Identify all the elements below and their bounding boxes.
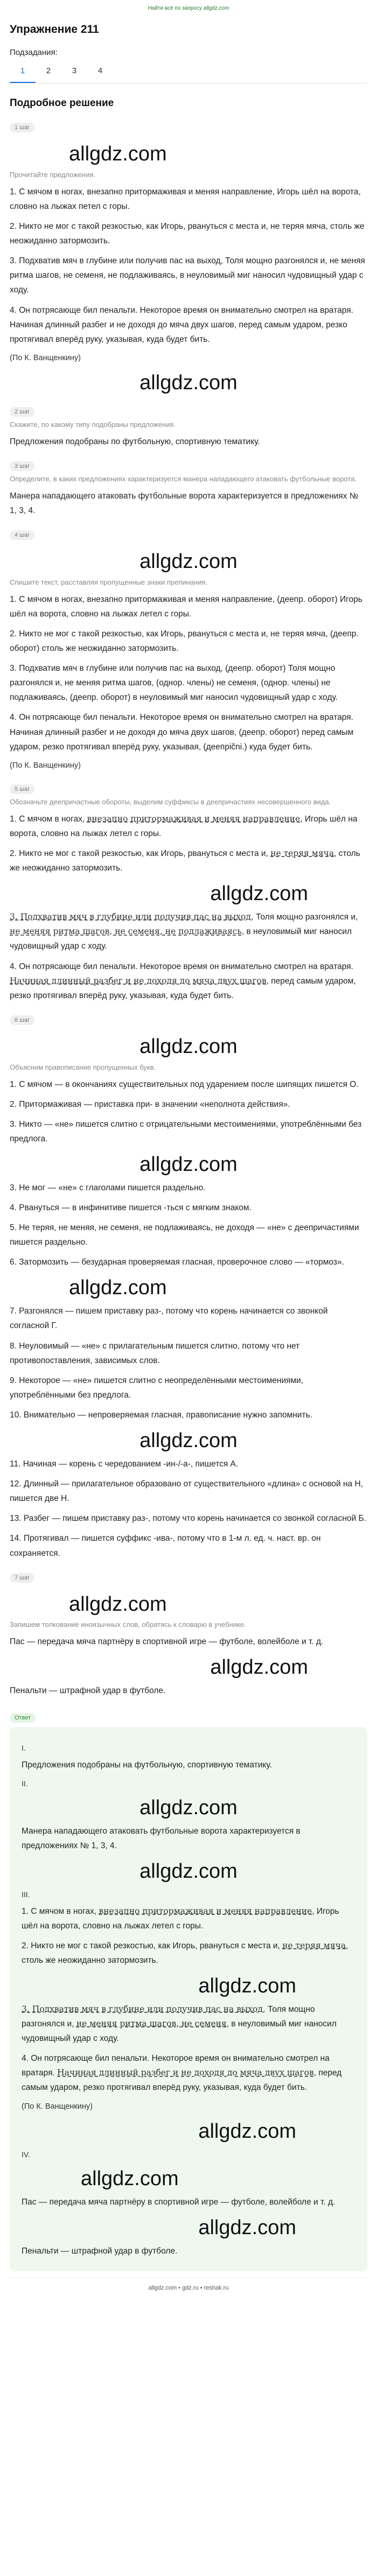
sentence xyxy=(10,959,367,1003)
exercise-title: Упражнение 211 xyxy=(10,23,99,36)
participle-phrase: не теряя мяча xyxy=(270,848,334,859)
participle-phrase: не меняя ритма шагов, не семеня xyxy=(76,2018,227,2028)
watermark-logo: allgdz.com xyxy=(210,1656,308,1679)
sentence xyxy=(22,2051,355,2095)
step-1 xyxy=(10,120,367,395)
text-fragment: , Игорь шёл на ворота, словно на лыжах летел с горы. xyxy=(10,814,358,838)
answer-text: Предложения подобраны по футбольную, спортивную тематику. xyxy=(10,437,260,446)
text-fragment: , столь же неожиданно затормозить. xyxy=(22,1941,348,1965)
step-badge: 6 шаг xyxy=(10,1015,34,1025)
participle-phrase: не меняя ритма шагов, не семеня, не подлаживаясь xyxy=(10,926,242,937)
step-4 xyxy=(10,528,367,772)
watermark-logo: allgdz.com xyxy=(198,2119,296,2143)
sentence xyxy=(10,910,367,953)
watermark-logo: allgdz.com xyxy=(69,1592,167,1616)
step-5 xyxy=(10,782,367,1003)
definition: Пенальти — штрафной удар в футболе. xyxy=(10,1686,166,1696)
subtask-tabs xyxy=(10,62,367,83)
spelling-note: 11. Начиная — корень с чередованием -ин-/-а-, пишется А. xyxy=(10,1459,239,1469)
author-caption: (По К. Ванщенкину) xyxy=(10,761,81,770)
step-task: Прочитайте предложения. xyxy=(10,170,96,179)
watermark-logo: allgdz.com xyxy=(139,371,238,395)
text-fragment: , Игорь шёл на ворота, словно на лыжах летел с горы. xyxy=(22,1906,339,1931)
subtask-tab-4[interactable]: 4 xyxy=(97,66,103,75)
solution-title: Подробное решение xyxy=(10,97,114,109)
author-caption: (По К. Ванщенкину) xyxy=(22,2102,93,2111)
answer-text: Предложения подобраны на футбольную, спортивную тематику. xyxy=(22,1760,272,1770)
subtask-tab-3[interactable]: 3 xyxy=(72,66,77,75)
spelling-note: 8. Неуловимый — «не» с прилагательным пишется слитно, потому что нет противопоставления, зависимых слов. xyxy=(10,1341,300,1365)
text-fragment: , перед самым ударом, резко протягивал вперёд руку, указывая, куда будет бить. xyxy=(10,976,356,1000)
step-task: Обозначьте деепричастные обороты, выделим суффиксы в деепричастиях несовершенного вида. xyxy=(10,798,331,806)
text-fragment: , в неуловимый миг наносил чудовищный удар с ходу. xyxy=(10,927,352,951)
sentence xyxy=(22,1904,355,1933)
watermark-logo: allgdz.com xyxy=(198,2216,296,2239)
sentence: 2. Никто не мог с такой резкостью, как Игорь, рвануться с места и, не теряя мяча, (деепр. оборот) столь же неожиданно затормозить. xyxy=(10,629,359,653)
answer-part-number: IV. xyxy=(22,2150,30,2159)
spelling-note: 5. Не теряя, не меняя, не семеня, не подлаживаясь, не доходя — «не» с деепричастиями пишется раздельно. xyxy=(10,1223,359,1247)
sentence xyxy=(22,2002,355,2046)
step-task: Запишем толкование иноязычных слов, обратясь к словарю в учебнике. xyxy=(10,1620,246,1629)
watermark-logo: allgdz.com xyxy=(139,1860,238,1883)
step-task: Спишите текст, расставляя пропущенные знаки препинания. xyxy=(10,578,208,586)
watermark-logo: allgdz.com xyxy=(210,882,308,906)
step-task: Определите, в каких предложениях характеризуется манера нападающего атаковать футбольные ворота. xyxy=(10,474,357,483)
step-task: Скажите, по какому типу подобраны предложения. xyxy=(10,420,176,429)
answer-text: Манера нападающего атаковать футбольные ворота характеризуется в предложениях № 1, 3, 4. xyxy=(10,491,359,515)
step-badge: 7 шаг xyxy=(10,1573,34,1583)
watermark-logo: allgdz.com xyxy=(139,1796,238,1820)
text-fragment: , в неуловимый миг наносил чудовищный удар с ходу. xyxy=(22,2019,337,2044)
definition: Пас — передача мяча партнёру в спортивной игре — футболе, волейболе и т. д. xyxy=(10,1637,324,1647)
text-fragment: , столь же неожиданно затормозить. xyxy=(10,849,360,873)
participle-phrase: Начиная длинный разбег и не доходя до мяча двух шагов xyxy=(10,975,267,986)
step-6 xyxy=(10,1013,367,1561)
participle-phrase: внезапно притормаживая и меняя направление xyxy=(99,1906,312,1916)
step-task: Объясним правописание пропущенных букв. xyxy=(10,1063,156,1071)
text-fragment: 1. С мячом в ногах, xyxy=(22,1906,97,1916)
sentence: 2. Никто не мог с такой резкостью, как Игорь, рвануться с места и, не теряя мяча, столь же неожиданно затормозить. xyxy=(10,221,365,245)
subtask-tab-2[interactable]: 2 xyxy=(46,66,51,75)
text-fragment: 2. Никто не мог с такой резкостью, как Игорь, рвануться с места и, xyxy=(10,849,268,859)
participle-phrase: Начиная длинный разбег и не доходя до мяча двух шагов xyxy=(57,2068,314,2078)
spelling-note: 2. Притормаживая — приставка при- в значении «неполнота действия». xyxy=(10,1099,290,1109)
watermark-logo: allgdz.com xyxy=(81,2167,179,2190)
spelling-note: 7. Разгонялся — пишем приставку раз-, потому что корень начинается со звонкой согласной Г. xyxy=(10,1307,328,1331)
subtask-tab-1[interactable]: 1 xyxy=(10,62,36,83)
spelling-note: 1. С мячом — в окончаниях существительных под ударением после шипящих пишется О. xyxy=(10,1079,359,1089)
sentence: 1. С мячом в ногах, внезапно притормаживая и меняя направление, (деепр. оборот) Игорь шёл на ворота, словно на лыжах летел с горы. xyxy=(10,594,362,619)
watermark-logo: allgdz.com xyxy=(139,1153,238,1176)
spelling-note: 14. Протягивал — пишется суффикс -ива-, потому что в 1-м л. ед. ч. наст. вр. он сохраняется. xyxy=(10,1534,321,1558)
answer-box xyxy=(10,1727,367,2271)
definition: Пас — передача мяча партнёру в спортивной игре — футболе, волейболе и т. д. xyxy=(22,2197,336,2207)
text-fragment: Толя мощно разгонялся и, xyxy=(253,913,358,922)
step-badge: 2 шаг xyxy=(10,407,34,417)
watermark-logo: allgdz.com xyxy=(139,1035,238,1058)
definition: Пенальти — штрафной удар в футболе. xyxy=(22,2246,178,2256)
watermark-logo: allgdz.com xyxy=(69,1276,167,1300)
text-fragment: , перед самым ударом, резко протягивал вперёд руку, указывая, куда будет бить. xyxy=(22,2068,342,2093)
sentence xyxy=(22,1939,355,1968)
sentence xyxy=(10,812,367,841)
spelling-note: 9. Некоторое — «не» пишется слитно с неопределёнными местоимениями, употреблёнными без предлога. xyxy=(10,1375,304,1400)
spelling-note: 4. Рвануться — в инфинитиве пишется -ться с мягким знаком. xyxy=(10,1203,252,1212)
step-badge: 5 шаг xyxy=(10,784,34,794)
sentence xyxy=(10,846,367,875)
sentence: 1. С мячом в ногах, внезапно притормаживая и меняя направление, Игорь шёл на ворота, словно на лыжах петел с горы. xyxy=(10,187,361,211)
top-search-banner[interactable]: Найти всё по запросу allgdz.com xyxy=(148,5,229,11)
watermark-logo: allgdz.com xyxy=(139,550,238,573)
watermark-logo: allgdz.com xyxy=(69,142,167,165)
participle-phrase: не теряя мяча xyxy=(282,1940,346,1950)
participle-phrase: 3. Подхватив мяч в глубине или получив пас на выход, xyxy=(22,2004,266,2014)
author-caption: (По К. Ванщенкину) xyxy=(10,353,81,362)
step-3 xyxy=(10,459,367,518)
watermark-logo: allgdz.com xyxy=(139,1429,238,1452)
sentence: 4. Он потрясающе бил пенальти. Некоторое время он внимательно смотрел на вратаря. Начиная длинный разбег и не доходя до мяча двух шагов, перед самым ударом, резко протягивал вперёд руку, указывая, куда будет бить. xyxy=(10,305,353,344)
answer-part-number: I. xyxy=(22,1744,26,1753)
footer-links[interactable]: allgdz.com • gdz.ru • reshak.ru xyxy=(10,2278,367,2302)
spelling-note: 6. Затормозить — безударная проверяемая гласная, проверочное слово — «тормоз». xyxy=(10,1258,344,1267)
text-fragment: Толя мощно разгонялся и, xyxy=(22,2004,315,2028)
answer-part-number: III. xyxy=(22,1890,30,1899)
sentence: 4. Он потрясающе бил пенальти. Некоторое время он внимательно смотрел на вратаря. Начиная длинный разбег и не доходя до мяча двух шагов, (деепр. оборот) перед самым ударом, резко протягивал вперёд руку, указывая, (деепрični.) куда будет бить. xyxy=(10,713,354,752)
text-fragment: 4. Он потрясающе бил пенальти. Некоторое время он внимательно смотрел на вратаря. xyxy=(10,961,353,971)
sentence: 3. Подхватив мяч в глубине или получив пас на выход, Толя мощно разгонялся и, не меняя ритма шагов, не семеня, не подлаживаясь, в неуловимый миг наносил чудовищный удар с ходу. xyxy=(10,256,365,295)
spelling-note: 12. Длинный — прилагательное образовано от существительного «длина» с основой на Н, пишется две Н. xyxy=(10,1479,363,1504)
step-2 xyxy=(10,404,367,449)
answer-text: Манера нападающего атаковать футбольные ворота характеризуется в предложениях № 1, 3, 4. xyxy=(22,1827,301,1851)
step-badge: 3 шаг xyxy=(10,461,34,471)
text-fragment: 2. Никто не мог с такой резкостью, как Игорь, рвануться с места и, xyxy=(22,1941,280,1950)
participle-phrase: 3. Подхватив мяч в глубине или получив пас на выход, xyxy=(10,912,254,922)
step-badge: 1 шаг xyxy=(10,123,34,132)
text-fragment: 4. Он потрясающе бил пенальти. Некоторое время он внимательно смотрел на вратаря. xyxy=(22,2054,330,2078)
spelling-note: 13. Разбег — пишем приставку раз-, потому что корень начинается со звонкой согласной Б. xyxy=(10,1514,367,1524)
step-7 xyxy=(10,1570,367,1698)
answer-badge: Ответ xyxy=(10,1713,36,1723)
spelling-note: 10. Внимательно — непроверяемая гласная, правописание нужно запомнить. xyxy=(10,1410,312,1420)
participle-phrase: внезапно притормаживая и меняя направление xyxy=(87,813,301,824)
step-badge: 4 шаг xyxy=(10,530,34,540)
spelling-note: 3. Никто — «не» пишется слитно с отрицательными местоимениями, употреблёнными без предлога. xyxy=(10,1119,362,1143)
sentence: 3. Подхватив мяч в глубине или получив пас на выход, (деепр. оборот) Толя мощно разгонялся и, не меняя ритма шагов, (однор. члены) не семеня, (однор. члены) не подлаживаясь, (деепр. оборот) в неуловимый миг наносил чудовищный удар с ходу. xyxy=(10,664,338,703)
text-fragment: 1. С мячом в ногах, xyxy=(10,814,85,824)
watermark-logo: allgdz.com xyxy=(198,1975,296,1997)
spelling-note: 3. Не мог — «не» с глаголами пишется раздельно. xyxy=(10,1183,206,1192)
subtasks-label: Подзадания: xyxy=(10,47,58,57)
answer-part-number: II. xyxy=(22,1779,28,1788)
